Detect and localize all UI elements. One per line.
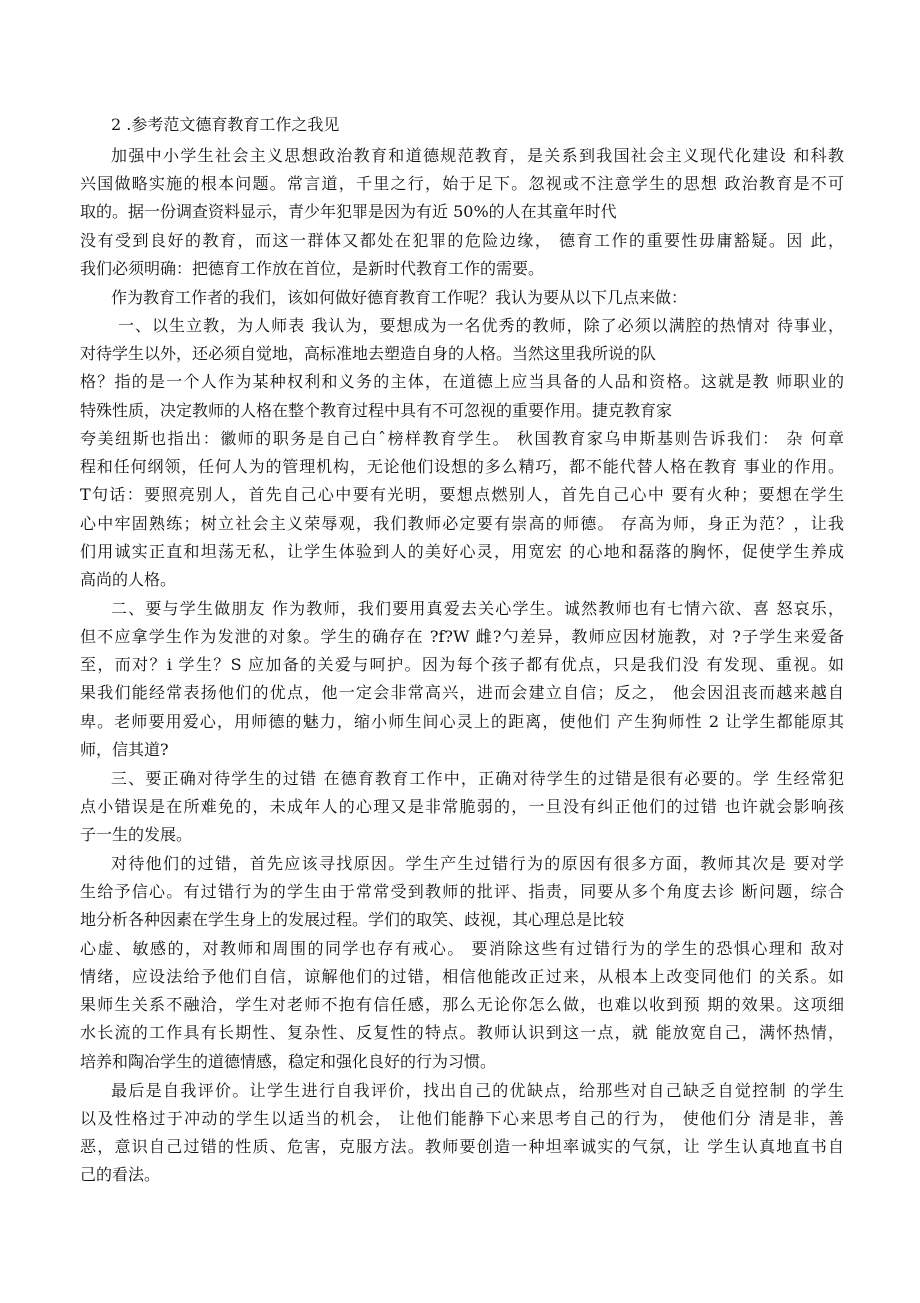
text-line: 二、要与学生做朋友 作为教师，我们要用真爱去关心学生。诚然教师也有七情六欲、喜 怒哀乐， [111,599,844,618]
text-line: 没有受到良好的教育，而这一群体又都处在犯罪的危险边缘， 德育工作的重要性毋庸豁疑。因 此， [80,231,844,250]
text-line: 情绪，应设法给予他们自信，谅解他们的过错，相信他能改正过来，从根本上改变同他们 的关系。如 [80,967,844,986]
text-line: 恶，意识自己过错的性质、危害，克服方法。教师要创造一种坦率诚实的气氛，让 学生认真地直书自 [80,1137,844,1156]
text-line: 果我们能经常表扬他们的优点，他一定会非常高兴，进而会建立自信；反之， 他会因沮丧而越来越自 [80,683,844,702]
text-line: 一、以生立教，为人师表 我认为，要想成为一名优秀的教师，除了必须以满腔的热情对 待事业， [118,316,844,335]
text-line: T句话：要照亮别人，首先自己心中要有光明，要想点燃别人，首先自己心中 要有火种；要想在学生 [80,485,844,504]
text-line: 生给予信心。有过错行为的学生由于常常受到教师的批评、指责，同要从多个角度去诊 断问题，综合 [80,882,844,901]
text-line: 点小错误是在所难免的，未成年人的心理又是非常脆弱的，一旦没有纠正他们的过错 也许就会影响孩 [80,797,844,816]
text-line: 卑。老师要用爱心，用师德的魅力，缩小师生间心灵上的距离，使他们 产生狗师性 2 让学生都能原其 [80,712,844,731]
text-line: 师，信其道? [80,740,169,759]
text-line: 取的。据一份调查资料显示，青少年犯罪是因为有近 50%的人在其童年时代 [80,202,617,221]
text-line: 但不应拿学生作为发泄的对象。学生的确存在 ?f?W 雌?勺差异，教师应因材施教，对 ?子学生来爱备 [80,627,844,646]
text-line: 对待学生以外，还必须自觉地，高标准地去塑造自身的人格。当然这里我所说的队 [80,344,657,363]
text-line: 格？指的是一个人作为某种权利和义务的主体，在道德上应当具备的人品和资格。这就是教 师职业的 [80,372,844,391]
text-line: 程和任何纲领，任何人为的管理机构，无论他们设想的多么精巧，都不能代替人格在教育 事业的作用。 [80,457,844,476]
text-line: 三、要正确对待学生的过错 在德育教育工作中，正确对待学生的过错是很有必要的。学 生经常犯 [111,769,844,788]
document-title: 2 .参考范文德育教育工作之我见 [111,115,340,134]
text-line: 兴国做略实施的根本问题。常言道，千里之行，始于足下。忽视或不注意学生的思想 政治教育是不可 [80,174,844,193]
text-line: 我们必须明确：把德育工作放在首位，是新时代教育工作的需要。 [80,259,545,278]
text-line: 心中牢固熟练；树立社会主义荣辱观，我们教师必定要有崇高的师德。 存高为师，身正为范？，让我 [80,514,844,533]
text-line: 最后是自我评价。让学生进行自我评价，找出自己的优缺点，给那些对自己缺乏自觉控制 的学生 [111,1081,844,1100]
text-line: 加强中小学生社会主义思想政治教育和道德规范教育，是关系到我国社会主义现代化建设 和科教 [111,146,844,165]
text-line: 作为教育工作者的我们，该如何做好德育教育工作呢？我认为要从以下几点来做： [111,288,688,307]
text-line: 己的看法。 [80,1165,161,1184]
text-line: 夸美纽斯也指出：徽师的职务是自己白ˆ榜样教育学生。 秋国教育家乌申斯基则告诉我们： 杂 何章 [80,429,844,448]
text-line: 地分析各种因素在学生身上的发展过程。学们的取笑、歧视，其心理总是比较 [80,910,625,929]
text-line: 子一生的发展。 [80,825,193,844]
text-line: 对待他们的过错，首先应该寻找原因。学生产生过错行为的原因有很多方面，教师其次是 要对学 [111,854,844,873]
text-line: 至，而对？i 学生？S 应加备的关爱与呵护。因为每个孩子都有优点，只是我们没 有发现、重视。如 [80,655,844,674]
text-line: 果师生关系不融洽，学生对老师不抱有信任感，那么无论你怎么做，也难以收到预 期的效果。这项细 [80,995,844,1014]
text-line: 以及性格过于冲动的学生以适当的机会， 让他们能静下心来思考自己的行为， 使他们分 清是非，善 [80,1109,844,1128]
text-line: 心虚、敏感的，对教师和周围的同学也存有戒心。 要消除这些有过错行为的学生的恐惧心理和 敌对 [80,939,844,958]
text-line: 们用诚实正直和坦荡无私，让学生体验到人的美好心灵，用宽宏 的心地和磊落的胸怀，促使学生养成 [80,542,844,561]
text-line: 特殊性质，决定教师的人格在整个教育过程中具有不可忽视的重要作用。捷克教育家 [80,401,673,420]
text-line: 高尚的人格。 [80,570,177,589]
text-line: 水长流的工作具有长期性、复杂性、反复性的特点。教师认识到这一点，就 能放宽自己，满怀热情， [80,1023,844,1042]
text-line: 培养和陶冶学生的道德情感，稳定和强化良好的行为习惯。 [80,1052,497,1071]
